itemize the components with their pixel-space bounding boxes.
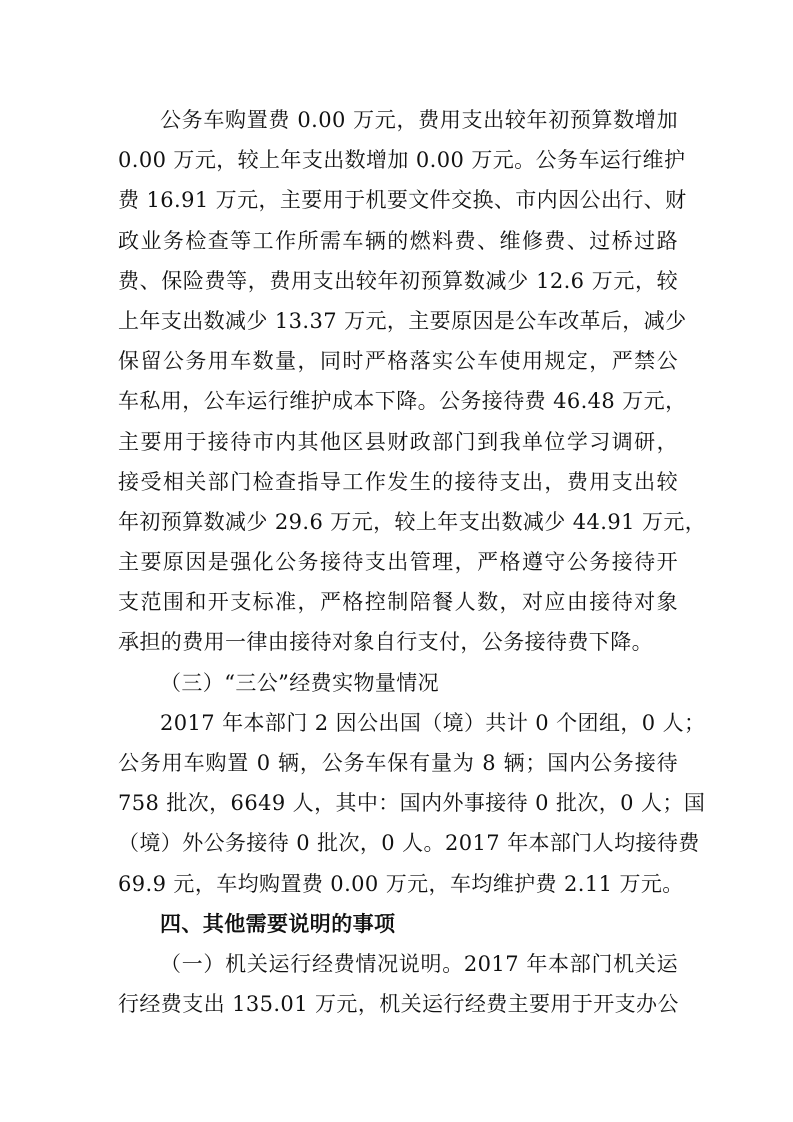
text-line: 保留公务用车数量，同时严格落实公车使用规定，严禁公 xyxy=(118,349,678,374)
paragraph-operating-expenses xyxy=(118,944,678,1024)
text-line: 费 16.91 万元，主要用于机要文件交换、市内因公出行、财 xyxy=(118,188,687,213)
text-line: 上年支出数减少 13.37 万元，主要原因是公车改革后，减少 xyxy=(118,308,687,333)
text-line: （一）机关运行经费情况说明。2017 年本部门机关运 xyxy=(160,951,678,976)
text-line: 年初预算数减少 29.6 万元，较上年支出数减少 44.91 万元， xyxy=(118,509,707,534)
text-line: 0.00 万元，较上年支出数增加 0.00 万元。公务车运行维护 xyxy=(118,148,686,173)
text-line: 公务车购置费 0.00 万元，费用支出较年初预算数增加 xyxy=(160,108,678,132)
text-line: 承担的费用一律由接待对象自行支付，公务接待费下降。 xyxy=(118,630,653,655)
text-line: 758 批次，6649 人，其中：国内外事接待 0 批次，0 人；国 xyxy=(118,791,706,816)
text-line: （境）外公务接待 0 批次，0 人。2017 年本部门人均接待费 xyxy=(118,831,700,856)
text-line: 主要用于接待市内其他区县财政部门到我单位学习调研， xyxy=(118,429,678,454)
section-heading: 四、其他需要说明的事项 xyxy=(160,910,396,936)
text-line: 行经费支出 135.01 万元，机关运行经费主要用于开支办公 xyxy=(118,992,679,1017)
text-line: 主要原因是强化公务接待支出管理，严格遵守公务接待开 xyxy=(118,550,678,575)
document-page xyxy=(118,100,707,1024)
text-line: 公务用车购置 0 辆，公务车保有量为 8 辆；国内公务接待 xyxy=(118,751,678,775)
text-line: 支范围和开支标准，严格控制陪餐人数，对应由接待对象 xyxy=(118,590,678,615)
text-line: 车私用，公车运行维护成本下降。公务接待费 46.48 万元， xyxy=(118,389,687,414)
text-line: 2017 年本部门 2 因公出国（境）共计 0 个团组，0 人； xyxy=(160,710,706,735)
paragraph-vehicle-and-reception-costs xyxy=(118,100,707,663)
text-line: 接受相关部门检查指导工作发生的接待支出，费用支出较 xyxy=(118,469,678,494)
text-line: 费、保险费等，费用支出较年初预算数减少 12.6 万元，较 xyxy=(118,268,678,293)
text-line: 政业务检查等工作所需车辆的燃料费、维修费、过桥过路 xyxy=(118,228,678,253)
text-line: 69.9 元，车均购置费 0.00 万元，车均维护费 2.11 万元。 xyxy=(118,871,684,896)
subsection-heading: （三）“三公”经费实物量情况 xyxy=(160,670,440,695)
paragraph-physical-quantities xyxy=(118,703,706,904)
